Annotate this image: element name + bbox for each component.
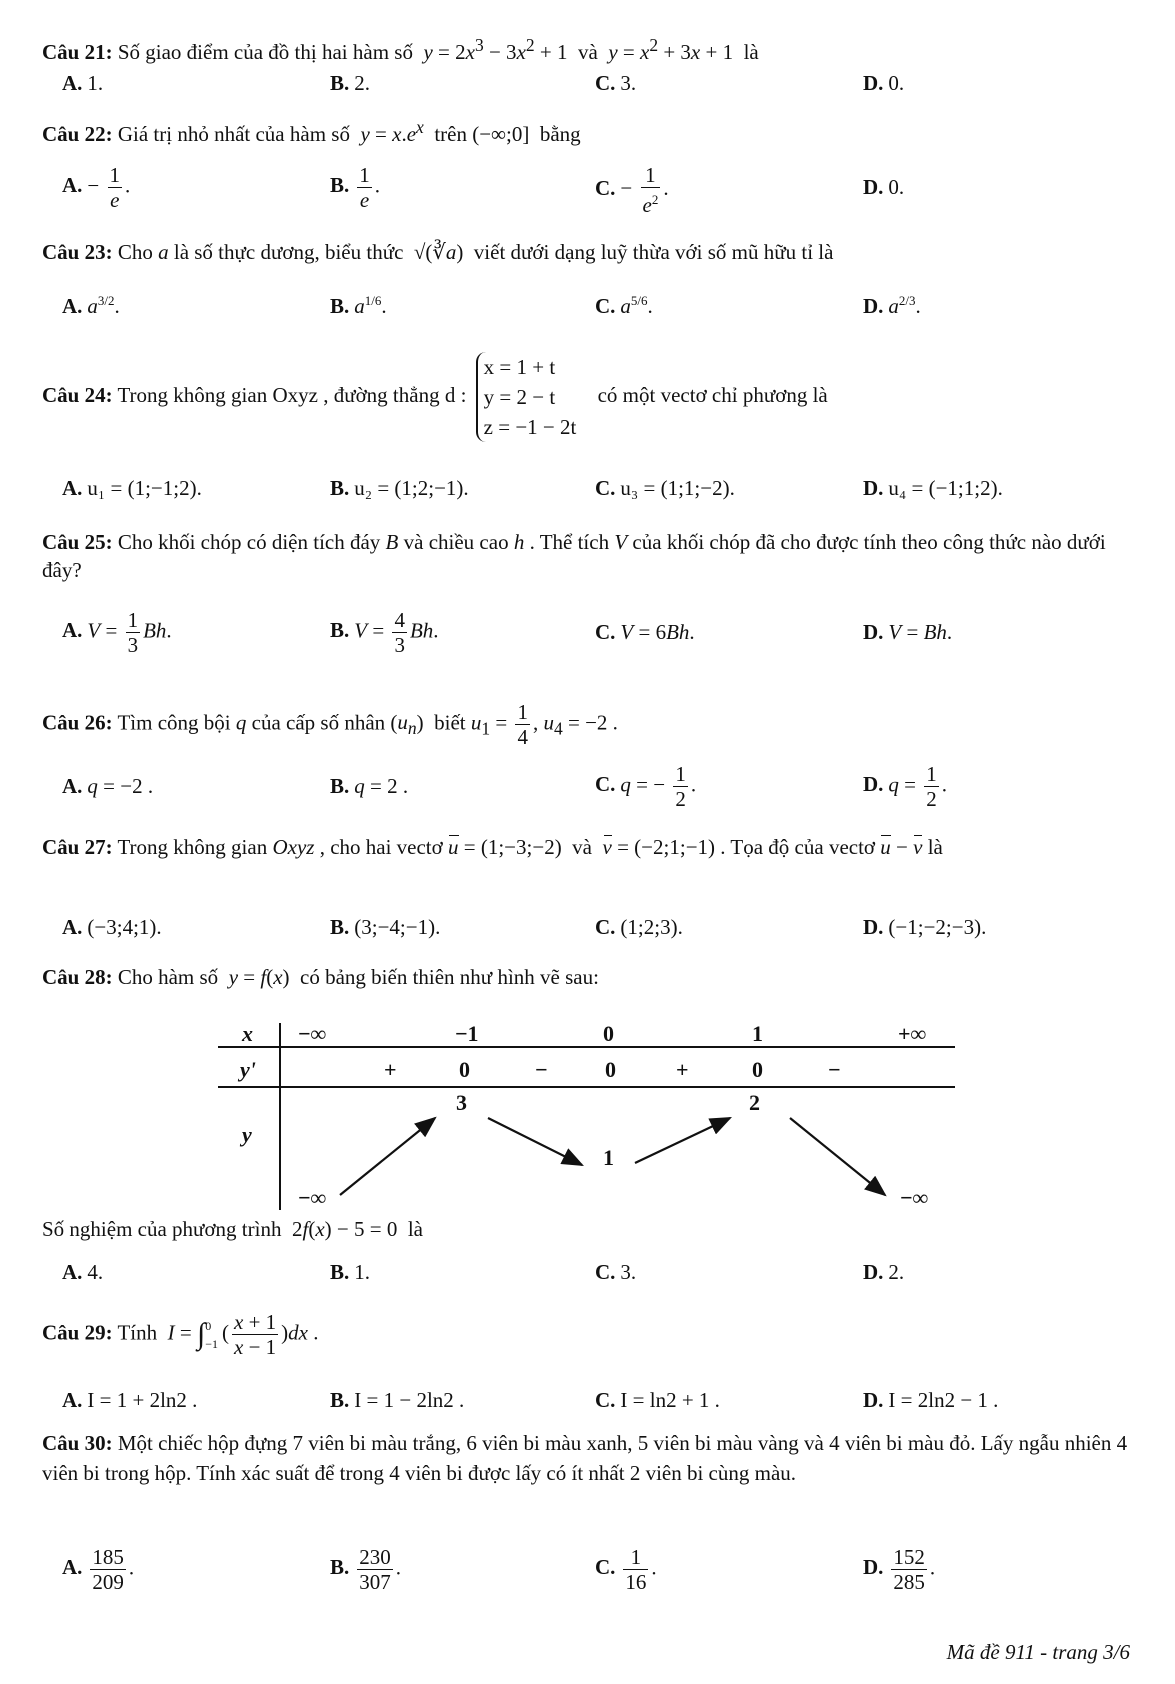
option-b: B. (3;−4;−1). <box>330 915 441 939</box>
sign: 0 <box>605 1057 616 1082</box>
option-d: D. $\frac{152}{285}$ . <box>863 1545 936 1594</box>
y-value: 2 <box>749 1090 760 1115</box>
options-24 <box>0 476 1175 516</box>
question-label: Câu 26: <box>42 710 113 735</box>
question-23: Câu 23: Cho a là số thực dương, biểu thức √(∛a) viết dưới dạng luỹ thừa với số mũ hữu tỉ là <box>42 240 834 264</box>
option-c: C. $a^{5/6}$. <box>595 293 653 318</box>
option-d: D. 0. <box>863 175 905 199</box>
options-25 <box>0 608 1175 657</box>
option-a: A. $a^{3/2}$. <box>62 293 120 318</box>
question-label: Câu 22: <box>42 122 113 146</box>
option-c: C. 3. <box>595 71 637 95</box>
arrow-increasing <box>340 1118 435 1195</box>
option-c: C. − $\frac{1}{e^2}$ . <box>595 163 669 217</box>
option-a: A. (−3;4;1). <box>62 915 162 939</box>
option-c: C. (1;2;3). <box>595 915 683 939</box>
options-30 <box>0 1545 1175 1594</box>
question-22: Câu 22: Giá trị nhỏ nhất của hàm số $y = x.e^x$ trên (−∞;0] bằng <box>42 117 581 146</box>
question-label: Câu 24: <box>42 382 113 407</box>
option-c: C. I = ln2 + 1 . <box>595 1388 720 1412</box>
y-value: −∞ <box>298 1185 327 1210</box>
option-a: A. V = $\frac{1}{3}$ Bh. <box>62 608 172 657</box>
options-23 <box>0 293 1175 333</box>
question-label: Câu 23: <box>42 240 113 264</box>
arrow-increasing <box>635 1118 730 1163</box>
sign: 0 <box>752 1057 763 1082</box>
options-27 <box>0 915 1175 955</box>
question-27: Câu 27: Trong không gian Oxyz , cho hai vectơ u = (1;−3;−2) và v = (−2;1;−1) . Tọa độ của vectơ u − v là <box>42 835 943 859</box>
x-value: −1 <box>455 1021 479 1046</box>
options-29 <box>0 1388 1175 1428</box>
question-label: Câu 28: <box>42 965 113 989</box>
question-28: Câu 28: Cho hàm số y = f(x) có bảng biến thiên như hình vẽ sau: <box>42 965 599 989</box>
question-26: Câu 26: Tìm công bội q của cấp số nhân $(u_n)$ biết $u_1$ = $\frac{1}{4}$ , $u_4 = -2$ . <box>42 700 618 749</box>
option-d: D. V = Bh. <box>863 620 953 644</box>
sign: 0 <box>459 1057 470 1082</box>
question-text: Một chiếc hộp đựng 7 viên bi màu trắng, 6 viên bi màu xanh, 5 viên bi màu vàng và 4 viên bi màu đỏ. Lấy ngẫu nhiên 4 viên bi trong hộp. Tính xác suất để trong 4 viên bi được lấy có ít nhất 2 viên bi cùng màu. <box>42 1431 1128 1485</box>
line-equation-system: x = 1 + t y = 2 − t z = −1 − 2t <box>476 352 583 442</box>
question-28-followup: Số nghiệm của phương trình 2f(x) − 5 = 0 là <box>42 1217 423 1241</box>
options-22 <box>0 163 1175 217</box>
x-value: 1 <box>752 1021 763 1046</box>
option-b: B. V = $\frac{4}{3}$ Bh. <box>330 608 439 657</box>
option-d: D. (−1;−2;−3). <box>863 915 987 939</box>
option-d: D. 0. <box>863 71 905 95</box>
option-b: B. $\frac{1}{e}$ . <box>330 163 381 212</box>
question-label: Câu 27: <box>42 835 113 859</box>
option-b: B. I = 1 − 2ln2 . <box>330 1388 465 1412</box>
option-c: C. u₃ = (1;1;−2). <box>595 476 735 500</box>
option-a: A. − $\frac{1}{e}$ . <box>62 163 131 212</box>
sign: − <box>828 1057 841 1082</box>
option-d: D. $a^{2/3}$. <box>863 293 921 318</box>
options-26 <box>0 762 1175 811</box>
row-label-x: x <box>242 1021 253 1046</box>
option-b: B. $a^{1/6}$. <box>330 293 387 318</box>
page-footer: Mã đề 911 - trang 3/6 <box>946 1640 1130 1664</box>
question-text: có một vectơ chỉ phương là <box>597 382 828 407</box>
question-29: Câu 29: Tính I = ∫ 0 −1 ( $\frac{x + 1}{x - 1}$ )dx . <box>42 1310 319 1359</box>
option-c: C. 3. <box>595 1260 637 1284</box>
option-b: B. $\frac{230}{307}$ . <box>330 1545 402 1594</box>
option-a: A. 4. <box>62 1260 104 1284</box>
x-value: +∞ <box>898 1021 927 1046</box>
option-b: B. 1. <box>330 1260 371 1284</box>
option-c: C. $\frac{1}{16}$ . <box>595 1545 657 1594</box>
arrow-decreasing <box>488 1118 582 1165</box>
sign: + <box>384 1057 397 1082</box>
option-b: B. q = 2 . <box>330 774 409 798</box>
row-label-yprime: y' <box>240 1057 256 1082</box>
option-d: D. 2. <box>863 1260 905 1284</box>
question-label: Câu 30: <box>42 1431 113 1455</box>
y-value: 3 <box>456 1090 467 1115</box>
option-d: D. I = 2ln2 − 1 . <box>863 1388 999 1412</box>
row-label-y: y <box>242 1122 252 1147</box>
option-d: D. u₄ = (−1;1;2). <box>863 476 1003 500</box>
question-30 <box>42 1428 1142 1488</box>
question-21: Câu 21: Số giao điểm của đồ thị hai hàm số $y = 2x^3 - 3x^2 + 1$ và $y = x^2 + 3x + 1$ là <box>42 35 759 64</box>
sign: + <box>676 1057 689 1082</box>
option-c: C. V = 6Bh. <box>595 620 695 644</box>
options-28 <box>0 1260 1175 1300</box>
variation-table <box>0 1015 1175 1215</box>
arrow-decreasing <box>790 1118 885 1195</box>
option-a: A. I = 1 + 2ln2 . <box>62 1388 198 1412</box>
sign: − <box>535 1057 548 1082</box>
x-value: 0 <box>603 1021 614 1046</box>
option-c: C. q = − $\frac{1}{2}$ . <box>595 762 697 811</box>
x-value: −∞ <box>298 1021 327 1046</box>
option-d: D. q = $\frac{1}{2}$ . <box>863 762 948 811</box>
question-24 <box>42 352 1142 442</box>
option-a: A. u₁ = (1;−1;2). <box>62 476 202 500</box>
y-value: −∞ <box>900 1185 929 1210</box>
question-text: Trong không gian Oxyz , đường thẳng d : <box>117 382 467 407</box>
question-label: Câu 25: <box>42 530 113 554</box>
question-label: Câu 29: <box>42 1320 113 1345</box>
option-a: A. 1. <box>62 71 104 95</box>
question-label: Câu 21: <box>42 40 113 64</box>
question-25: Câu 25: Cho khối chóp có diện tích đáy B và chiều cao h . Thể tích V của khối chóp đã cho được tính theo công thức nào dưới đây? <box>42 530 1106 582</box>
option-b: B. u₂ = (1;2;−1). <box>330 476 469 500</box>
option-a: A. q = −2 . <box>62 774 154 798</box>
option-a: A. $\frac{185}{209}$ . <box>62 1545 135 1594</box>
y-value: 1 <box>603 1145 614 1170</box>
option-b: B. 2. <box>330 71 371 95</box>
options-21 <box>0 71 1175 111</box>
